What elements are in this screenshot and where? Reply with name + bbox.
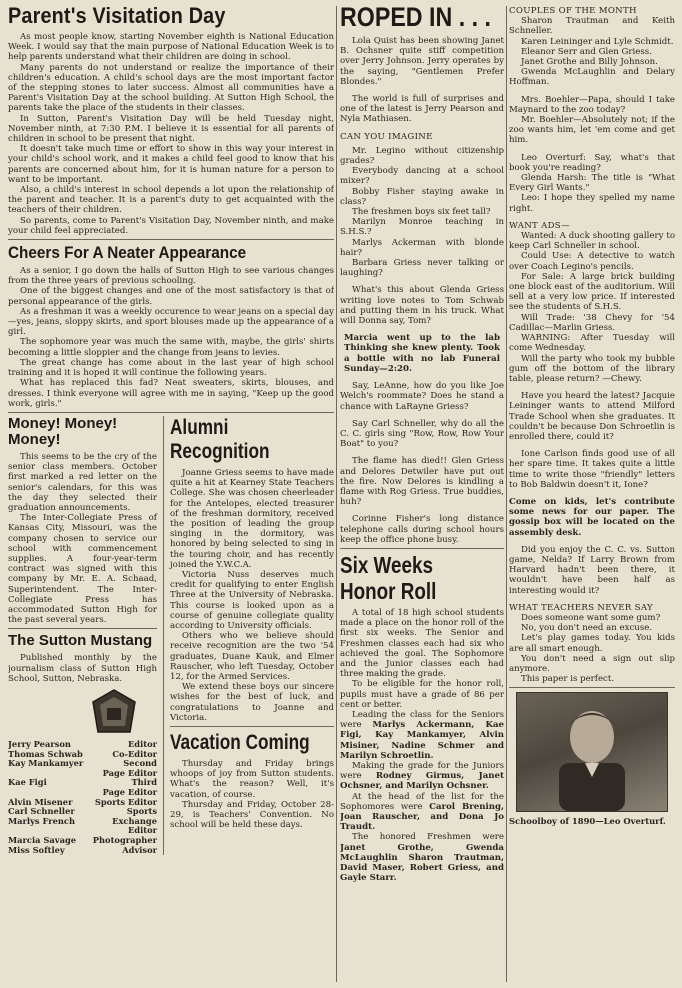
paragraph: Let's play games today. You kids are all smart enough. xyxy=(509,633,675,654)
divider xyxy=(509,687,675,688)
paragraph: The freshmen boys six feet tall? xyxy=(352,207,491,218)
paragraph: Joanne Griess seems to have made quite a hit at Kearney State Teachers College. She was chosen cheerleader for the Antelopes, elected treasurer of the freshman dormitory, received the position of leading the group singing in the dormitory, was honored by being selected to sing in the touring choir, and has recently joined the Y.W.C.A. xyxy=(170,467,334,570)
paragraph: Gwenda McLaughlin and Delary Hoffman. xyxy=(509,67,675,88)
paragraph: Leo Overturf: Say, what's that book you're reading? xyxy=(509,152,675,173)
portrait-icon xyxy=(517,693,667,811)
honor-roll-article xyxy=(340,552,504,883)
divider xyxy=(170,726,334,727)
paragraph: Say Carl Schneller, why do all the C. C. girls sing "Row, Row, Row Your Boat" to you? xyxy=(340,418,504,450)
paragraph: The world is full of surprises and one of the latest is Jerry Pearson and Nyla Mathiasen. xyxy=(340,94,504,125)
paragraph: As a freshman it was a weekly occurence to wear jeans on a special day—yes, jeans, sloppy skirts, and sport blouses made up the appearance of a girl. xyxy=(8,306,334,338)
gossip-column xyxy=(509,0,675,827)
paragraph: Wanted: A duck shooting gallery to keep Carl Schneller in school. xyxy=(509,231,675,252)
paragraph: Come on kids, let's contribute some news for our paper. The gossip box will be located on the assembly desk. xyxy=(509,496,675,538)
paragraph: A total of 18 high school students made a place on the honor roll of the first six weeks. The Senior and Freshmen classes each had six who achieved the goal. The Sophomore and the Junior classes each had three making the grade. xyxy=(340,607,504,680)
paragraph: The sophomore year was much the same with, maybe, the girls' shirts becoming a little sloppier and the change from jeans to levies. xyxy=(8,337,334,358)
headline: Six Weeks xyxy=(340,551,433,578)
paragraph: It doesn't take much time or effort to show in this way your interest in your child's school work, and it makes a child feel good to know that his parents are concerned about him, for it is human nature for a person to want to be important. xyxy=(8,144,334,185)
paragraph: Many parents do not understand or realize the importance of their children's education. A child's school days are the most important factor of the stepping stones to later success. Almost all communities have a Parent's Visitation Day at the school building. At Sutton High School, the parents take the place of the students in their classes. xyxy=(8,62,334,114)
paragraph: Lola Quist has been showing Janet B. Ochsner quite stiff competition over Jerry Johnson. Jerry operates by the saying, "Gentlemen Prefer Blondes." xyxy=(340,36,504,87)
column-rule xyxy=(336,6,337,982)
paragraph: What's this about Glenda Griess writing love notes to Tom Schwab and putting them in his truck. What will Donna say, Tom? xyxy=(340,285,504,327)
paragraph: WARNING: After Tuesday will come Wednesday. xyxy=(509,333,675,354)
lower-left-block xyxy=(8,416,334,855)
paragraph: Ione Carlson finds good use of all her spare time. It takes quite a little time to write those "friendly" letters to Bob Baldwin doesn't it, Ione? xyxy=(509,449,675,490)
divider xyxy=(8,412,334,413)
school-crest xyxy=(90,688,138,736)
staff-row: Kay Mankamyer Second xyxy=(8,758,157,769)
column-rule xyxy=(506,6,507,982)
paragraph: Bobby Fisher staying awake in class? xyxy=(340,186,504,207)
paragraph: Janet Grothe and Billy Johnson. xyxy=(521,57,658,68)
crest-icon xyxy=(90,688,138,736)
section-label: WHAT TEACHERS NEVER SAY xyxy=(509,602,653,613)
paragraph: We extend these boys our sincere wishes for the best of luck, and congratulations to Joanne and Victoria. xyxy=(170,682,334,723)
paragraph: Making the grade for the Juniors were Rodney Girmus, Janet Ochsner, and Marilyn Ochsner. xyxy=(340,760,504,792)
paragraph: In Sutton, Parent's Visitation Day will be held Tuesday night, November ninth, at 7:30 P.M. I believe it is essential for all parents of children in school to be present that night. xyxy=(8,113,334,145)
alumni-and-vacation xyxy=(170,416,334,855)
staff-row: Page Editor xyxy=(102,767,157,778)
paragraph: This paper is perfect. xyxy=(521,674,615,685)
paragraph: The flame has died!! Glen Griess and Delores Detwiler have put out the fire. Now Delores is kindling a flame with Rog Griess. True buddies, huh? xyxy=(340,456,504,508)
paragraph: Will the party who took my bubble gum off the bottom of the library table, please return? —Chewy. xyxy=(509,353,675,384)
paragraph: Corinne Fisher's long distance telephone calls during school hours keep the office phone busy. xyxy=(340,514,504,545)
paragraph: Mr. Boehler—Absolutely not; if the zoo wants him, let 'em come and get him. xyxy=(509,115,675,146)
divider xyxy=(8,239,334,240)
visitation-article xyxy=(8,0,334,236)
section-label: COUPLES OF THE MONTH xyxy=(509,6,637,16)
paragraph: You don't need a sign out slip anymore. xyxy=(509,653,675,674)
headline: Parent's Visitation Day xyxy=(8,3,226,28)
staff-row: Jerry Pearson Editor xyxy=(8,738,157,749)
headline: Alumni xyxy=(170,415,229,439)
paragraph: This seems to be the cry of the senior class members. October first marked a red letter on the senior's calendars, for this was the day they selected their graduation announcements. xyxy=(8,451,157,513)
column-rule xyxy=(163,416,164,855)
staff-row: Marlys French Exchange xyxy=(8,815,157,826)
staff-row: Editor xyxy=(127,825,157,836)
section-label: CAN YOU IMAGINE xyxy=(340,131,433,142)
paragraph: Glenda Harsh: The title is "What Every Girl Wants." xyxy=(509,173,675,194)
paragraph: Karen Leininger and Lyle Schmidt. xyxy=(521,36,674,47)
middle-column xyxy=(340,0,504,988)
staff-row: Page Editor xyxy=(102,786,157,797)
paragraph: The honored Freshmen were Janet Grothe, Gwenda McLaughlin Sharon Trautman, David Maser, Robert Griess, and Gayle Starr. xyxy=(340,832,504,884)
paragraph: Could Use: A detective to watch over Coach Legino's pencils. xyxy=(509,251,675,272)
paragraph: Barbara Griess never talking or laughing? xyxy=(340,258,504,279)
paragraph: As a senior, I go down the halls of Sutton High to see various changes from the three years of previous schooling. xyxy=(8,266,334,287)
photo-caption: Schoolboy of 1890—Leo Overturf. xyxy=(509,816,666,827)
paragraph: For Sale: A large brick building one block east of the auditorium. Will sell at a very low price. If interested see the students of S.H.S. xyxy=(509,271,675,313)
headline: Money! Money! Money! xyxy=(8,414,118,448)
paragraph: Published monthly by the journalism class of Sutton High School, Sutton, Nebraska. xyxy=(8,653,157,684)
paragraph: Others who we believe should receive recognition are the two '54 graduates, Duane Kauk, and Elmer Rauscher, who left Tuesday, October 12, for the Armed Services. xyxy=(170,631,334,682)
paragraph: The Inter-Collegiate Press of Kansas City, Missouri, was the company chosen to service our school with commencement supplies. A four-year-term contract was signed with this company by Mr. E. A. Schaad, Superintendent. The Inter-Collegiate Press has accommodated Sutton High for the past several years. xyxy=(8,513,157,626)
paragraph: Does someone want some gum? xyxy=(521,612,661,623)
staff-row: Thomas Schwab Co-Editor xyxy=(8,748,157,759)
paragraph: Mr. Legino without citizenship grades? xyxy=(340,145,504,167)
staff-row: Alvin Misener Sports Editor xyxy=(8,796,157,807)
paragraph: Sharon Trautman and Keith Schneller. xyxy=(509,16,675,37)
paragraph: At the head of the list for the Sophomores were Carol Brening, Joan Rauscher, and Dona Jo Traudt. xyxy=(340,791,504,833)
staff-row: Carl Schneller Sports xyxy=(8,806,157,817)
paragraph: As most people know, starting November eighth is National Education Week. I would say that the main purpose of National Education Week is to help parents understand what their children are doing in school. xyxy=(8,32,334,63)
paragraph: What has replaced this fad? Neat sweaters, skirts, blouses, and dresses. I think everyone will agree with me in saying, "Keep up the good work, girls." xyxy=(8,378,334,409)
paragraph: Mrs. Boehler—Papa, should I take Maynard to the zoo today? xyxy=(509,94,675,115)
cheers-article xyxy=(8,243,334,409)
staff-row: Marcia Savage Photographer xyxy=(8,834,157,845)
paragraph: No, you don't need an excuse. xyxy=(521,623,653,634)
headline: Cheers For A Neater Appearance xyxy=(8,243,247,263)
paragraph: So parents, come to Parent's Visitation Day, November ninth, and make your child feel appreciated. xyxy=(8,215,334,236)
divider xyxy=(8,628,157,629)
staff-row: Kae Figi Third xyxy=(8,777,157,788)
headline: ROPED IN . . . xyxy=(340,2,491,32)
right-column xyxy=(509,0,675,988)
paragraph: Will Trade: '38 Chevy for '54 Cadillac—Marlin Griess. xyxy=(509,312,675,333)
paragraph: Thursday and Friday, October 28-29, is Teachers' Convention. No school will be held these days. xyxy=(170,799,334,831)
paragraph: Marilyn Monroe teaching in S.H.S.? xyxy=(340,217,504,238)
paragraph: Have you heard the latest? Jacquie Leininger wants to attend Milford Trade School when she graduates. It couldn't be because Don Schroetlin is enrolled there, could it? xyxy=(509,391,675,442)
paragraph: Did you enjoy the C. C. vs. Sutton game, Nelda? If Larry Brown from Harvard hadn't been there, it wouldn't have been half as interesting would it? xyxy=(509,544,675,596)
paragraph: Say, LeAnne, how do you like Joe Welch's roommate? Does he stand a chance with LaRayne Griess? xyxy=(340,381,504,412)
divider xyxy=(340,548,504,549)
headline: Recognition xyxy=(170,439,270,463)
paragraph: Everybody dancing at a school mixer? xyxy=(340,166,504,187)
boxed-verse: Marcia went up to the lab Thinking she knew plenty. Took a bottle with no lab Funeral Sunday—2:20. xyxy=(344,333,500,374)
left-column xyxy=(8,0,334,988)
roped-in-column xyxy=(340,0,504,545)
paragraph: One of the biggest changes and one of the most satisfactory is that of personal appearance of the girls. xyxy=(8,286,334,307)
paragraph: Eleanor Serr and Glen Griess. xyxy=(521,46,652,57)
paragraph: The great change has come about in the last year of high school training and it is hoped it will continue the following years. xyxy=(8,357,334,379)
paragraph: To be eligible for the honor roll, pupils must have a grade of 86 per cent or better. xyxy=(340,679,504,710)
schoolboy-photo xyxy=(516,692,668,812)
paragraph: Thursday and Friday brings whoops of joy from Sutton students. What's the reason? Well, it's vacation, of course. xyxy=(170,758,334,800)
staff-row: Miss Softley Advisor xyxy=(8,844,157,855)
staff-list xyxy=(8,740,157,855)
headline: Vacation Coming xyxy=(170,730,310,754)
headline: The Sutton Mustang xyxy=(8,632,153,650)
headline: Honor Roll xyxy=(340,577,437,604)
money-and-mustang xyxy=(8,416,157,855)
paragraph: Leading the class for the Seniors were Marlys Ackermann, Kae Figi, Kay Mankamyer, Alvin Misiner, Nadine Schmer and Marilyn Schroetlin. xyxy=(340,709,504,761)
paragraph: Victoria Nuss deserves much credit for qualifying to enter English Three at the University of Nebraska. This course is looked upon as a course of genuine collegiate quality according to University officials. xyxy=(170,569,334,631)
section-label: WANT ADS— xyxy=(509,220,570,231)
paragraph: Leo: I hope they spelled my name right. xyxy=(509,193,675,214)
paragraph: Marlys Ackerman with blonde hair? xyxy=(340,237,504,258)
paragraph: Also, a child's interest in school depends a lot upon the relationship of the parent and teacher. It is a parent's duty to get acquainted with the teachers of their children. xyxy=(8,185,334,216)
